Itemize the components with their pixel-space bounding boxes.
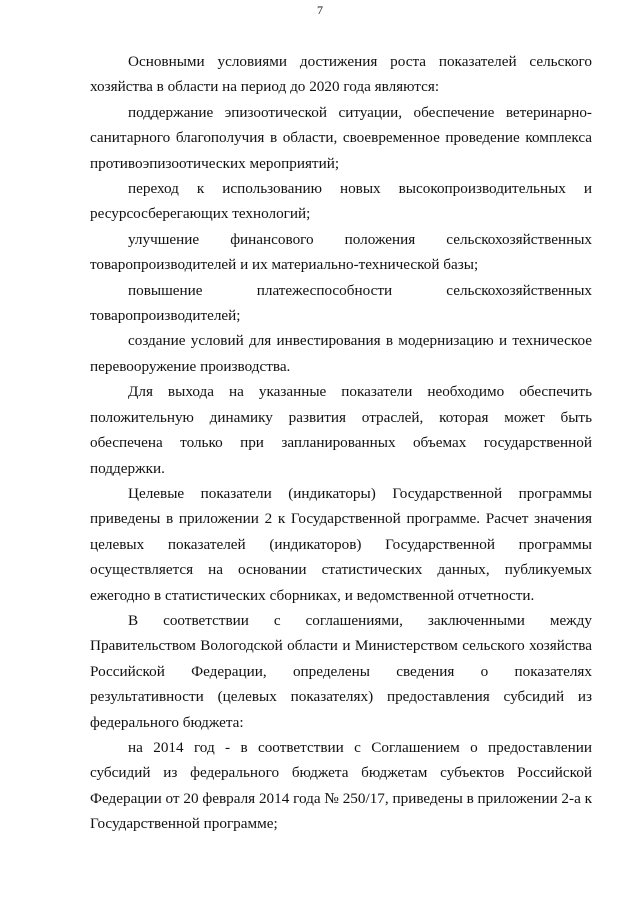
paragraph-positive-dynamics: Для выхода на указанные показатели необходимо обеспечить положительную динамику развития отраслей, которая может быть обеспечена только при запланированных объемах государственной поддержки.	[90, 383, 592, 477]
paragraph-growth-conditions: Основными условиями достижения роста показателей сельского хозяйства в области на период до 2020 года являются:	[90, 53, 592, 96]
paragraph-investment-conditions: создание условий для инвестирования в модернизацию и техническое перевооружение производства.	[90, 332, 592, 375]
paragraph-target-indicators: Целевые показатели (индикаторы) Государственной программы приведены в приложении 2 к Государственной программе. Расчет значения целевых показателей (индикаторов) Государственной программы осуществляется на основании статистических данных, публикуемых ежегодно в статистических сборниках, и ведомственной отчетности.	[90, 484, 592, 604]
paragraph-solvency: повышение платежеспособности сельскохозяйственных товаропроизводителей;	[90, 281, 592, 325]
document-body	[90, 49, 592, 837]
paragraph-financial-position: улучшение финансового положения сельскохозяйственных товаропроизводителей и их материально-технической базы;	[90, 230, 592, 274]
paragraph-year-2014: на 2014 год - в соответствии с Соглашением о предоставлении субсидий из федерального бюджета бюджетам субъектов Российской Федерации от 20 февраля 2014 года № 250/17, приведены в приложении 2-а к Государственной программе;	[90, 738, 592, 833]
page-number: 7	[317, 3, 323, 17]
paragraph-new-technologies: переход к использованию новых высокопроизводительных и ресурсосберегающих технологий;	[90, 180, 592, 223]
paragraph-agreements: В соответствии с соглашениями, заключенными между Правительством Вологодской области и Министерством сельского хозяйства Российской Федерации, определены сведения о показателях результативности (целевых показателях) предоставления субсидий из федерального бюджета:	[90, 611, 592, 731]
paragraph-epizootic-situation: поддержание эпизоотической ситуации, обеспечение ветеринарно-санитарного благополучия в области, своевременное проведение комплекса противоэпизоотических мероприятий;	[90, 103, 592, 172]
